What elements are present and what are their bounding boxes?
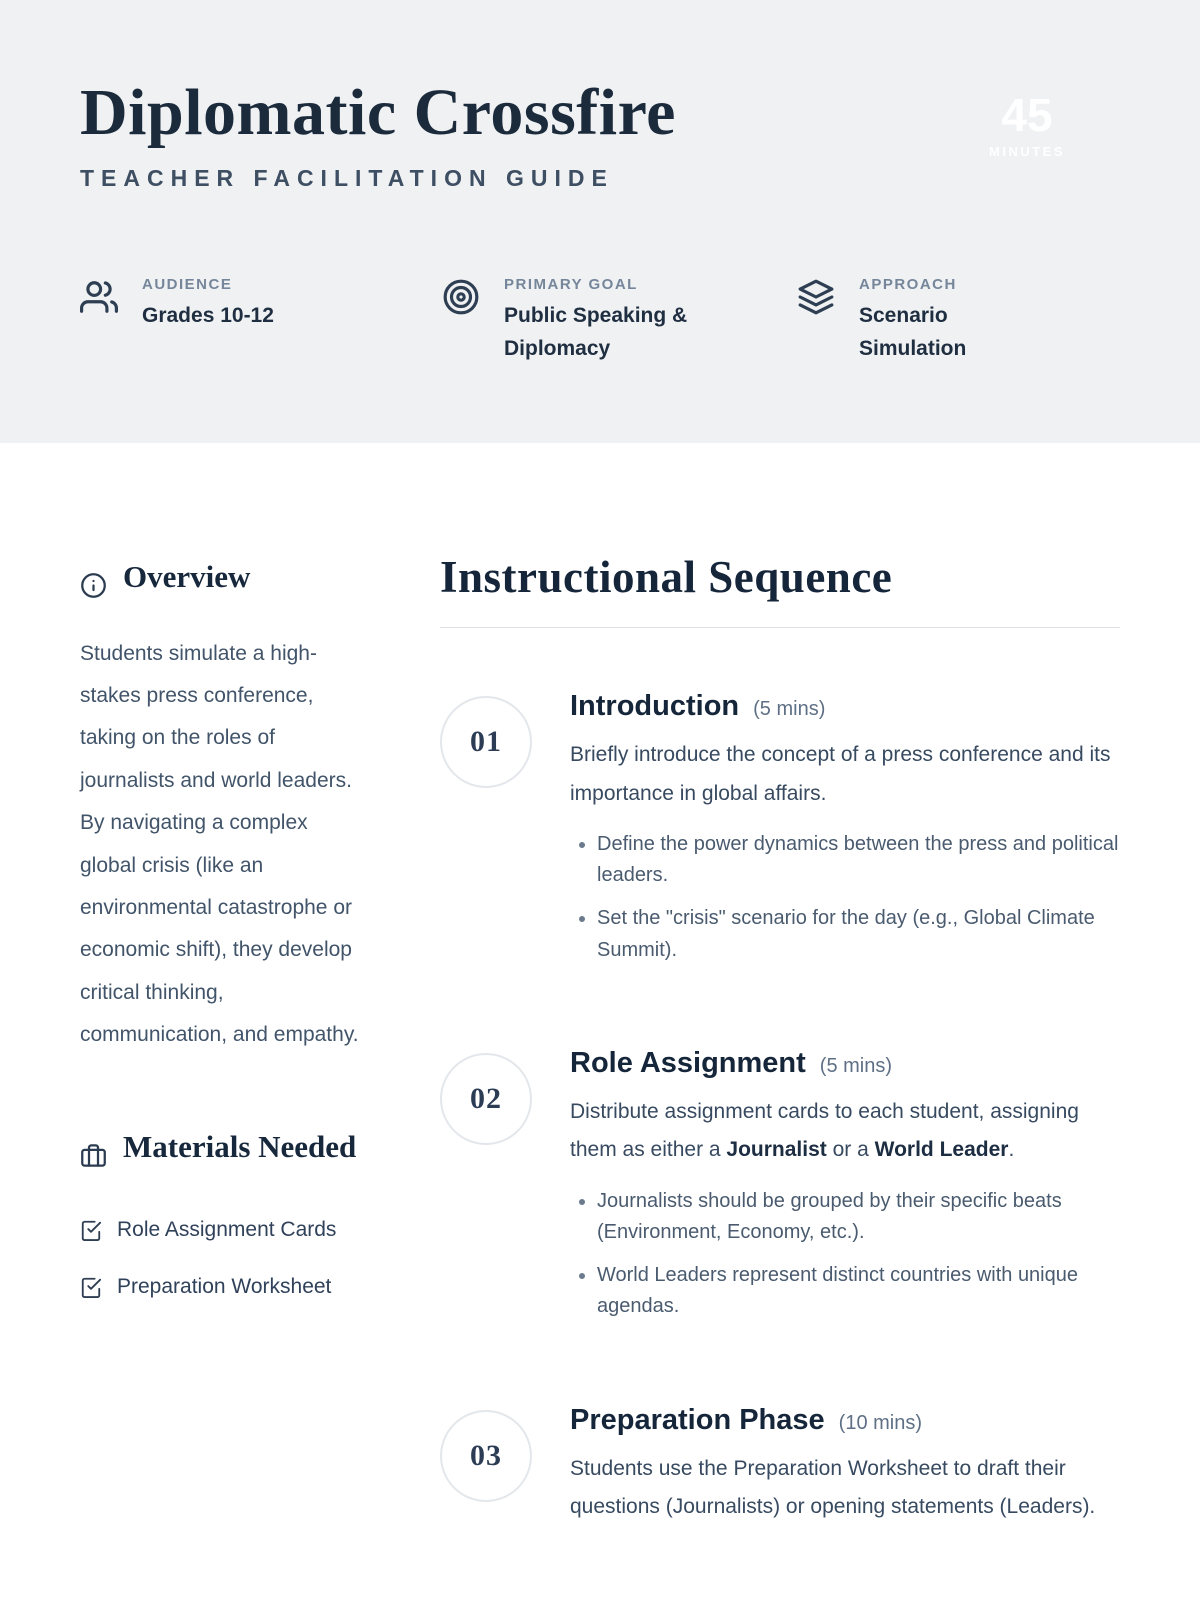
meta-label: AUDIENCE: [142, 276, 233, 294]
step-preparation-phase: [440, 1404, 1120, 1526]
instructional-sequence: [440, 551, 1120, 1596]
step-body: [570, 1404, 1120, 1526]
main-content: [0, 443, 1200, 1596]
materials-heading-label: Materials Needed: [123, 1128, 357, 1164]
step-description: Briefly introduce the concept of a press conference and its importance in global affairs.: [570, 743, 1111, 805]
step-duration: (5 mins): [753, 698, 826, 721]
duration-badge: [989, 89, 1065, 159]
step-introduction: [440, 690, 1120, 977]
step-bullet: • Define the power dynamics between the press and political leaders.: [597, 829, 1120, 892]
meta-value: Scenario Simulation: [859, 304, 967, 360]
step-duration: (10 mins): [838, 1412, 923, 1435]
page-subtitle: TEACHER FACILITATION GUIDE: [80, 165, 614, 192]
step-number-badge: 01: [440, 696, 532, 788]
users-icon: [80, 278, 118, 316]
header: [0, 0, 1200, 443]
materials-checklist: [80, 1214, 362, 1303]
list-item: [80, 1214, 362, 1246]
step-body: [570, 1047, 1120, 1334]
desc-text: .: [1008, 1138, 1015, 1162]
overview-heading: [80, 551, 362, 602]
materials-section: [80, 1121, 362, 1303]
meta-value: Grades 10-12: [142, 304, 274, 328]
sidebar: [80, 551, 362, 1596]
step-body: [570, 690, 1120, 977]
info-icon: [80, 563, 107, 590]
check-square-icon: [80, 1276, 102, 1298]
step-title: Role Assignment: [570, 1047, 806, 1080]
step-bullet: • Journalists should be grouped by their specific beats (Environment, Economy, etc.).: [597, 1186, 1120, 1249]
steps-list: [440, 690, 1120, 1526]
step-number-badge: 03: [440, 1410, 532, 1502]
duration-unit: MINUTES: [989, 144, 1065, 159]
step-title: Preparation Phase: [570, 1404, 825, 1437]
briefcase-icon: [80, 1133, 107, 1160]
step-bullet: • World Leaders represent distinct countries with unique agendas.: [597, 1260, 1120, 1323]
title-block: [80, 78, 676, 192]
step-description: [570, 1093, 1120, 1169]
step-duration: (5 mins): [819, 1055, 893, 1078]
layers-icon: [797, 278, 835, 316]
check-square-icon: [80, 1219, 102, 1241]
material-label: Preparation Worksheet: [117, 1275, 332, 1299]
step-description: Students use the Preparation Worksheet to draft their questions (Journalists) or opening statements (Leaders).: [570, 1457, 1096, 1519]
meta-row: [80, 276, 1120, 365]
meta-label: APPROACH: [859, 276, 957, 294]
page-title: Diplomatic Crossfire: [80, 76, 676, 149]
step-role-assignment: [440, 1047, 1120, 1334]
desc-bold: Journalist: [726, 1138, 827, 1162]
meta-value: Public Speaking & Diplomacy: [504, 304, 688, 360]
meta-primary-goal: [442, 276, 797, 365]
overview-heading-label: Overview: [123, 559, 251, 595]
overview-section: [80, 551, 362, 1056]
meta-audience: [80, 276, 442, 365]
overview-body: Students simulate a high-stakes press conference, taking on the roles of journalists and world leaders. By navigating a complex global crisis (like an environmental catastrophe or economic shift), they develop critical thinking, communication, and empathy.: [80, 641, 359, 1047]
step-bullet-list: [570, 829, 1120, 966]
step-title: Introduction: [570, 690, 740, 723]
step-bullet-list: [570, 1186, 1120, 1323]
desc-bold: World Leader: [874, 1138, 1009, 1162]
duration-value: 45: [1001, 89, 1053, 141]
sequence-heading: Instructional Sequence: [440, 551, 1120, 628]
meta-label: PRIMARY GOAL: [504, 276, 638, 294]
target-icon: [442, 278, 480, 316]
material-label: Role Assignment Cards: [117, 1217, 337, 1241]
materials-heading: [80, 1121, 362, 1172]
step-bullet: • Set the "crisis" scenario for the day (e.g., Global Climate Summit).: [597, 903, 1120, 966]
meta-approach: [797, 276, 1014, 365]
list-item: [80, 1271, 362, 1303]
desc-text: Distribute assignment cards to each student, assigning them as either a: [570, 1100, 1079, 1162]
step-number-badge: 02: [440, 1053, 532, 1145]
desc-text: or a: [826, 1138, 875, 1162]
